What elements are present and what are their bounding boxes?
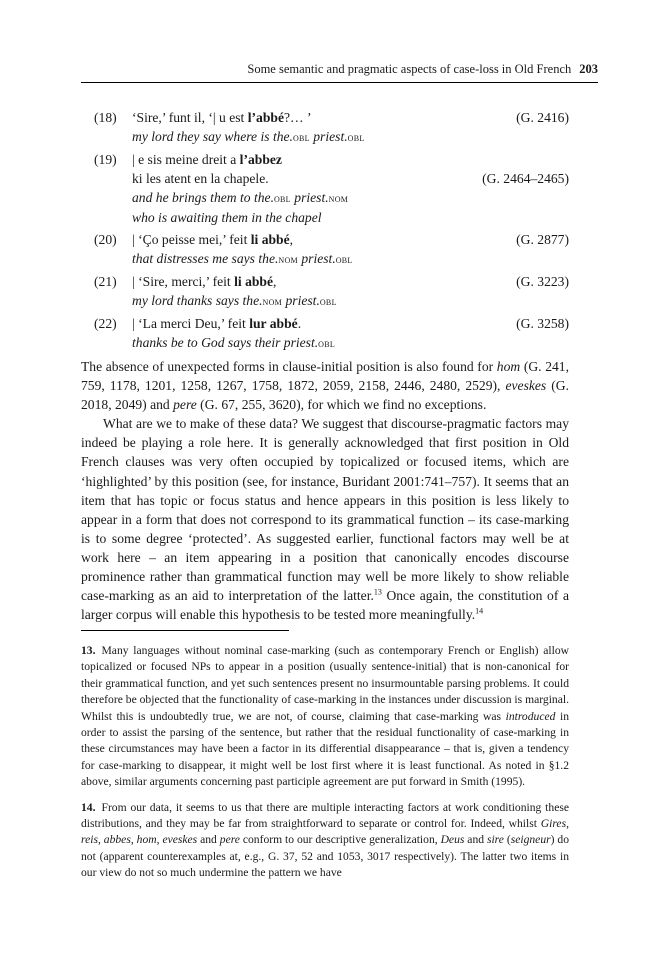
example-text: | ‘Ço peisse mei,’ feit li abbé, (G. 2877) <box>132 232 569 247</box>
page-number: 203 <box>579 62 598 76</box>
example-reference: (G. 3258) <box>516 316 569 331</box>
example-reference: (G. 2464–2465) <box>482 171 569 186</box>
example-text: ‘Sire,’ funt il, ‘| u est l’abbé?… ’ (G. 2416) <box>132 110 569 125</box>
example-number: (18) <box>94 110 117 125</box>
footnote-ref[interactable]: 13 <box>373 587 382 597</box>
running-title: Some semantic and pragmatic aspects of case-loss in Old French <box>247 62 572 76</box>
example-list <box>81 108 569 356</box>
example-number: (19) <box>94 152 117 167</box>
example-text: | e sis meine dreit a l’abbez <box>132 152 282 167</box>
paragraph: What are we to make of these data? We suggest that discourse-pragmatic factors may indeed be playing a role here. It is generally acknowledged that first position in Old French clauses was very often occupied by topicalized or focused items, which are ‘highlighted’ by this position (see, for instance, Buridant 2001:741–757). It seems that an item that has topic or focus status and hence appears in this position is less likely to appear in a form that does not correspond to its grammatical function – its case-marking is to some degree ‘protected’. As suggested earlier, functional factors may well be at work here – an item appearing in a position that canonically encodes discourse prominence rather than grammatical function may well be more likely to show reliable case-marking as an aid to interpretation of the latter.$^{13}$ Once again, the constitution of a larger corpus will enable this hypothesis to be tested more meaningfully.$^{14}$ <box>81 416 569 623</box>
example-text: | ‘Sire, merci,’ feit li abbé, (G. 3223) <box>132 274 569 289</box>
example-gloss: who is awaiting them in the chapel <box>132 210 322 225</box>
example-19 <box>81 150 569 227</box>
footnote-14: 14. From our data, it seems to us that there are multiple interacting factors at work conditioning these distributions, and they may be far from straightforward to separate or control for. Indeed, whilst Gires, reis, abbes, hom, eveskes and pere conform to our descriptive generalization, Deus and sire (seigneur) do not (apparent counterexamples at, e.g., G. 37, 52 and 1053, 3017 respectively). The latter two items in our view do not so much undermine the pattern we have <box>81 800 570 880</box>
example-21 <box>81 272 569 311</box>
example-text: | ‘La merci Deu,’ feit lur abbé. (G. 3258) <box>132 316 569 331</box>
example-number: (22) <box>94 316 117 331</box>
example-gloss: my lord they say where is the.obl priest.obl <box>132 129 365 144</box>
footnote-13: 13. Many languages without nominal case-marking (such as contemporary French or English) allow topicalized or focused NPs to appear in a position (usually sentence-initial) that is non-canonical for their grammatical function, and yet such sentences present no insurmountable parsing problems. It could therefore be objected that the functionality of case-marking in the instances under discussion is marginal. Whilst this is undoubtedly true, we are not, of course, claiming that case-marking was introduced in order to assist the parsing of the sentence, but rather that the residual functionality of case-marking in these circumstances may have been a factor in its differential disappearance – that is, given a tendency for case-marking to disappear, it might well be lost first where it is least functional. As noted in §1.2 above, similar arguments concerning past participle agreement are put forward in Smith (1995). <box>81 644 569 789</box>
body-text <box>81 357 569 624</box>
footnote-ref[interactable]: 14 <box>475 606 484 616</box>
example-22 <box>81 314 569 353</box>
example-number: (20) <box>94 232 117 247</box>
example-gloss: my lord thanks says the.nom priest.obl <box>132 293 337 308</box>
example-text: ki les atent en la chapele. (G. 2464–2465) <box>132 171 569 186</box>
example-reference: (G. 2416) <box>516 110 569 125</box>
running-header <box>81 62 598 83</box>
example-reference: (G. 3223) <box>516 274 569 289</box>
paragraph: The absence of unexpected forms in clause-initial position is also found for hom (G. 241, 759, 1178, 1201, 1258, 1267, 1758, 1872, 2059, 2158, 2446, 2480, 2529), eveskes (G. 2018, 2049) and pere (G. 67, 255, 3620), for which we find no exceptions. <box>81 359 569 413</box>
example-gloss: and he brings them to the.obl priest.nom <box>132 190 349 205</box>
example-number: (21) <box>94 274 117 289</box>
example-reference: (G. 2877) <box>516 232 569 247</box>
example-20 <box>81 230 569 269</box>
example-gloss: thanks be to God says their priest.obl <box>132 335 336 350</box>
example-18 <box>81 108 569 147</box>
footnotes <box>81 643 569 891</box>
footnote-divider <box>81 630 289 631</box>
example-gloss: that distresses me says the.nom priest.obl <box>132 251 353 266</box>
